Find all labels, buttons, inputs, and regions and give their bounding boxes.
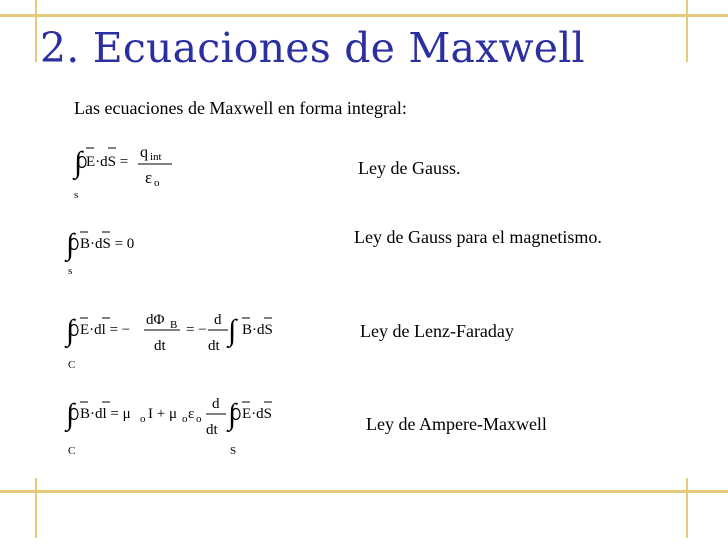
curve-domain: C xyxy=(68,359,76,371)
frac2-numerator: d xyxy=(214,312,222,328)
integrand: B·dS = 0 xyxy=(80,236,135,252)
epsilon-subscript: o xyxy=(196,413,202,425)
integral-sign: ∫ xyxy=(228,314,237,347)
closed-integral-sign: ∫ xyxy=(66,398,75,431)
left-top-rule xyxy=(35,0,37,62)
slide-title: 2. Ecuaciones de Maxwell xyxy=(40,24,585,72)
lhs: E·dl = − xyxy=(80,322,131,338)
gauss-magnetism-equation xyxy=(62,222,262,280)
mu-subscript: o xyxy=(140,413,146,425)
surface-domain: s xyxy=(68,265,73,277)
ampere-maxwell-equation xyxy=(62,388,302,460)
fraction-denominator: ε xyxy=(145,168,153,187)
closed-integral-sign: ∫ xyxy=(228,398,237,431)
law-lenz-faraday: Ley de Lenz-Faraday xyxy=(360,321,514,341)
rhs: E·dS xyxy=(242,406,272,422)
faraday-equation xyxy=(62,304,302,374)
numerator-subscript: int xyxy=(150,151,162,163)
surface-domain: s xyxy=(74,189,79,201)
closed-integral-sign: ∫ xyxy=(66,314,75,347)
frac2-denominator: dt xyxy=(208,338,220,354)
curve-domain: C xyxy=(68,445,76,457)
law-gauss-magnetism: Ley de Gauss para el magnetismo. xyxy=(354,227,602,247)
right-top-rule xyxy=(686,0,688,62)
law-gauss: Ley de Gauss. xyxy=(358,158,461,178)
epsilon: ε xyxy=(188,406,195,422)
right-bottom-rule xyxy=(686,478,688,538)
fraction-numerator: q xyxy=(140,144,148,161)
bottom-rule xyxy=(0,490,728,493)
gauss-equation xyxy=(64,140,264,206)
frac1-denominator: dt xyxy=(154,338,166,354)
rhs: B·dS xyxy=(242,322,273,338)
top-rule xyxy=(0,14,728,17)
closed-integral-sign: ∫ xyxy=(74,146,83,179)
current-term: I + μ xyxy=(148,406,177,422)
middle-operator: = − xyxy=(186,322,207,338)
integrand: E·dS = xyxy=(86,154,129,170)
left-bottom-rule xyxy=(35,478,37,538)
frac1-numerator-subscript: B xyxy=(170,319,178,331)
frac-denominator: dt xyxy=(206,422,218,438)
frac1-numerator: dΦ xyxy=(146,312,165,328)
slide-subtitle: Las ecuaciones de Maxwell en forma integral: xyxy=(74,98,407,118)
denominator-subscript: o xyxy=(154,177,160,189)
frac-numerator: d xyxy=(212,396,220,412)
law-ampere-maxwell: Ley de Ampere-Maxwell xyxy=(366,414,547,434)
closed-integral-sign: ∫ xyxy=(66,228,75,261)
mu-subscript: o xyxy=(182,413,188,425)
lhs: B·dl = μ xyxy=(80,406,131,422)
surface-domain: S xyxy=(230,445,237,457)
